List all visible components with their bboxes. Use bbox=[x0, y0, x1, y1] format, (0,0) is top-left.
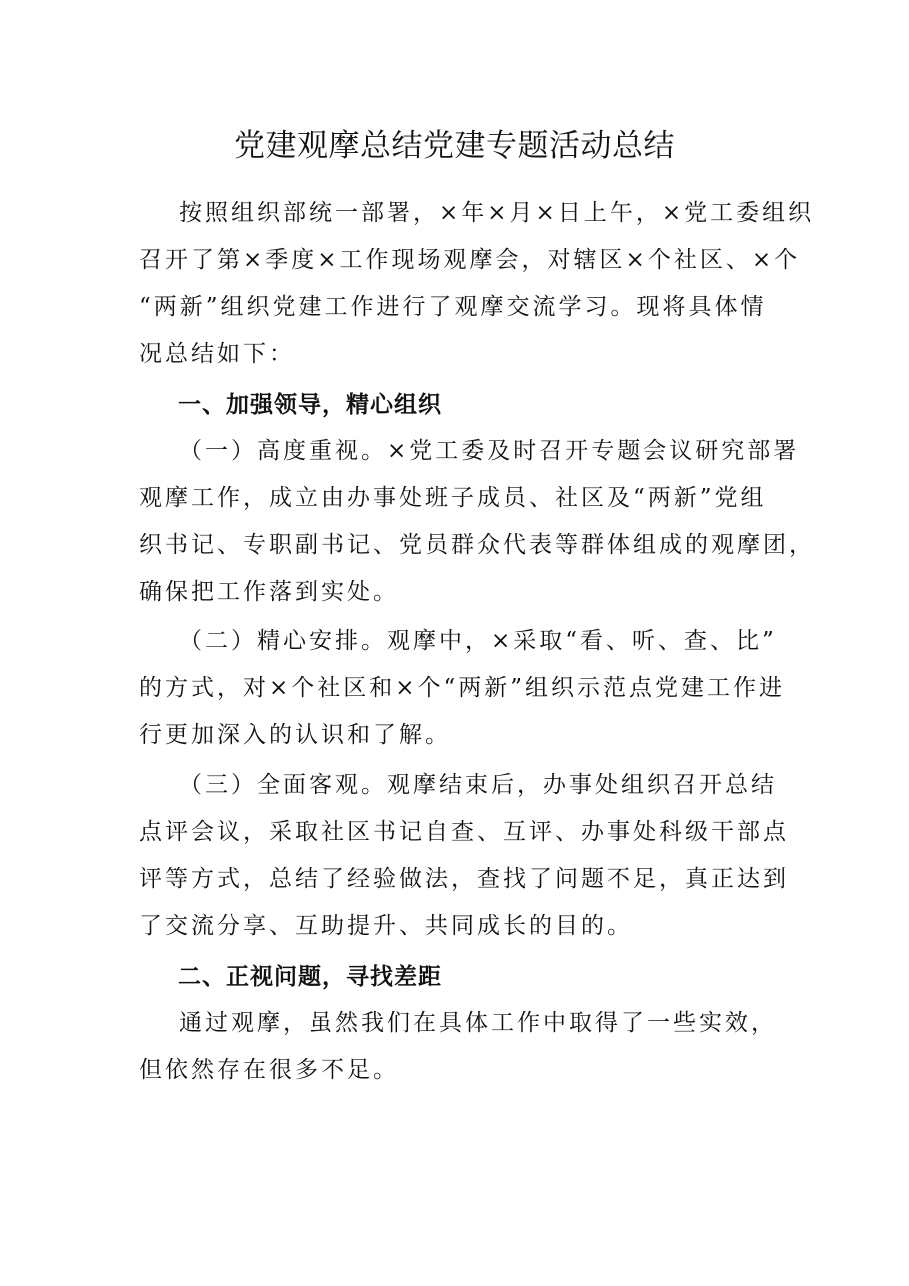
text-line: 按照组织部统一部署，×年×月×日上午，×党工委组织 bbox=[179, 200, 815, 226]
text-line: 召开了第×季度×工作现场观摩会，对辖区×个社区、×个 bbox=[139, 247, 801, 273]
section2-paragraph bbox=[139, 1000, 779, 1094]
text-line: 评等方式，总结了经验做法，查找了问题不足，真正达到 bbox=[139, 866, 789, 892]
text-line: 了交流分享、互助提升、共同成长的目的。 bbox=[139, 913, 633, 939]
section1-item3-paragraph bbox=[139, 762, 789, 950]
text-line: 况总结如下： bbox=[139, 341, 295, 367]
text-line: 点评会议，采取社区书记自查、互评、办事处科级干部点 bbox=[139, 819, 789, 845]
text-line: 的方式，对×个社区和×个“两新”组织示范点党建工作进 bbox=[139, 675, 786, 701]
section1-item1-paragraph bbox=[139, 428, 815, 616]
text-line: 但依然存在很多不足。 bbox=[139, 1057, 399, 1083]
text-line: 行更加深入的认识和了解。 bbox=[139, 722, 451, 748]
text-line: 通过观摩，虽然我们在具体工作中取得了一些实效， bbox=[179, 1010, 777, 1036]
text-line: （一）高度重视。×党工委及时召开专题会议研究部署 bbox=[179, 438, 800, 464]
text-line: （二）精心安排。观摩中，×采取“看、听、查、比” bbox=[179, 628, 777, 654]
section1-item2-paragraph bbox=[139, 618, 786, 759]
document-title: 党建观摩总结党建专题活动总结 bbox=[234, 128, 675, 164]
text-line: 确保把工作落到实处。 bbox=[139, 579, 399, 605]
text-line: 观摩工作，成立由办事处班子成员、社区及“两新”党组 bbox=[139, 485, 767, 511]
text-line: 织书记、专职副书记、党员群众代表等群体组成的观摩团， bbox=[139, 532, 815, 558]
text-line: （三）全面客观。观摩结束后，办事处组织召开总结 bbox=[179, 772, 777, 798]
intro-paragraph bbox=[139, 190, 815, 378]
text-line: “两新”组织党建工作进行了观摩交流学习。现将具体情 bbox=[139, 294, 767, 320]
section-heading-1: 一、加强领导，精心组织 bbox=[178, 392, 442, 418]
section-heading-2: 二、正视问题，寻找差距 bbox=[178, 964, 442, 990]
